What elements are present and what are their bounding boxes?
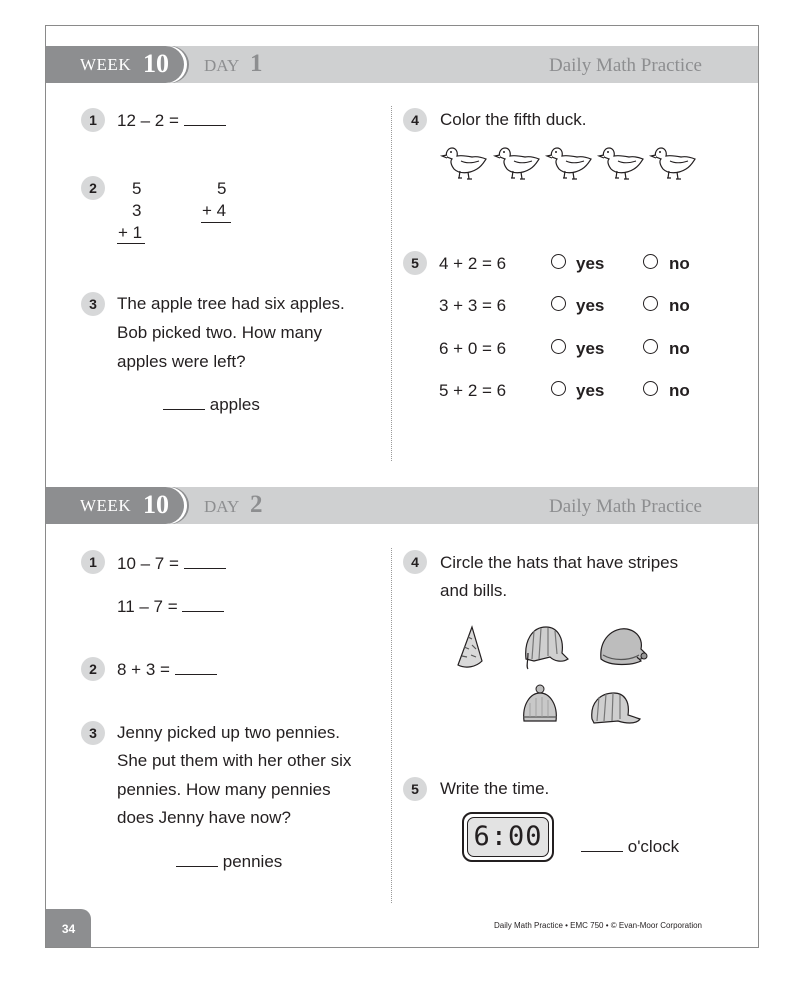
equation: 12 – 2 = xyxy=(117,111,179,130)
answer-blank[interactable] xyxy=(175,659,217,675)
word-problem-line: She put them with her other six xyxy=(117,751,352,770)
footer-credit: Daily Math Practice • EMC 750 • © Evan-Moor Corporation xyxy=(493,921,702,930)
question-5-text: Write the time. xyxy=(440,779,550,798)
worksheet-page xyxy=(45,25,759,948)
addend: 3 xyxy=(132,201,142,220)
sum-line xyxy=(117,243,145,244)
digital-clock xyxy=(462,812,554,862)
baseball-cap-drawing[interactable] xyxy=(592,693,640,723)
beanie-drawing[interactable] xyxy=(523,685,557,721)
yes-label: yes xyxy=(576,254,605,273)
answer-line xyxy=(163,394,260,415)
answer-line xyxy=(176,851,282,872)
word-problem-line: Jenny picked up two pennies. xyxy=(117,723,341,742)
equation: 8 + 3 = xyxy=(117,660,170,679)
question-2-text xyxy=(117,659,217,680)
day-number: 1 xyxy=(250,50,263,77)
section-title: Daily Math Practice xyxy=(548,496,702,517)
addend: + 4 xyxy=(202,201,227,220)
yes-radio[interactable] xyxy=(551,339,566,354)
column-divider xyxy=(391,548,392,903)
duck-drawing[interactable] xyxy=(651,148,695,179)
no-radio[interactable] xyxy=(643,339,658,354)
clock-display: 6:00 xyxy=(467,817,549,857)
no-label: no xyxy=(669,339,690,358)
word-problem-line: apples were left? xyxy=(117,352,246,371)
duck-drawing[interactable] xyxy=(547,148,591,179)
day2-header-banner xyxy=(46,487,758,524)
question-1-line xyxy=(117,553,226,574)
equation: 6 + 0 = 6 xyxy=(439,339,507,358)
section-title: Daily Math Practice xyxy=(548,55,702,76)
duck-drawing[interactable] xyxy=(599,148,643,179)
week-label: WEEK xyxy=(80,55,132,74)
word-problem-line: does Jenny have now? xyxy=(117,808,291,827)
day-label: DAY xyxy=(204,497,240,516)
question-number-3: 3 xyxy=(81,292,105,316)
no-radio[interactable] xyxy=(643,296,658,311)
equation: 5 + 2 = 6 xyxy=(439,381,507,400)
word-problem-line: pennies. How many pennies xyxy=(117,780,331,799)
striped-cap-drawing[interactable] xyxy=(526,627,568,669)
no-radio[interactable] xyxy=(643,381,658,396)
addend: + 1 xyxy=(118,223,143,242)
ducks-row xyxy=(441,141,701,183)
equation: 10 – 7 = xyxy=(117,554,179,573)
yes-radio[interactable] xyxy=(551,296,566,311)
question-number-2: 2 xyxy=(81,657,105,681)
word-problem-line: The apple tree had six apples. xyxy=(117,294,345,313)
question-1-text xyxy=(117,110,226,131)
question-number-2: 2 xyxy=(81,176,105,200)
addend: 5 xyxy=(132,179,142,198)
winter-hat-drawing[interactable] xyxy=(601,629,647,665)
answer-blank[interactable] xyxy=(184,110,226,126)
question-4-text: Color the fifth duck. xyxy=(440,110,587,129)
party-hat-drawing[interactable] xyxy=(458,627,482,667)
question-number-5: 5 xyxy=(403,251,427,275)
answer-unit: pennies xyxy=(222,852,283,871)
no-label: no xyxy=(669,381,690,400)
column-divider xyxy=(391,106,392,461)
no-label: no xyxy=(669,254,690,273)
question-number-4: 4 xyxy=(403,108,427,132)
question-number-1: 1 xyxy=(81,550,105,574)
yes-label: yes xyxy=(576,381,605,400)
week-number: 10 xyxy=(143,490,169,519)
question-number-4: 4 xyxy=(403,550,427,574)
equation: 4 + 2 = 6 xyxy=(439,254,507,273)
week-tab xyxy=(46,487,184,524)
yes-radio[interactable] xyxy=(551,254,566,269)
question-1-line xyxy=(117,596,224,617)
hats-picture xyxy=(454,621,654,736)
answer-blank[interactable] xyxy=(184,553,226,569)
no-label: no xyxy=(669,296,690,315)
week-number: 10 xyxy=(143,49,169,78)
answer-unit: apples xyxy=(209,395,260,414)
yes-label: yes xyxy=(576,339,605,358)
answer-line xyxy=(581,836,679,857)
equation: 3 + 3 = 6 xyxy=(439,296,507,315)
day-label: DAY xyxy=(204,56,240,75)
question-number-5: 5 xyxy=(403,777,427,801)
sum-line xyxy=(201,222,231,223)
question-4-line: and bills. xyxy=(440,581,508,600)
duck-drawing[interactable] xyxy=(442,148,486,179)
day1-header-banner xyxy=(46,46,758,83)
equation: 11 – 7 = xyxy=(117,597,178,616)
no-radio[interactable] xyxy=(643,254,658,269)
week-tab xyxy=(46,46,184,83)
word-problem-line: Bob picked two. How many xyxy=(117,323,323,342)
answer-blank[interactable] xyxy=(163,394,205,410)
answer-blank[interactable] xyxy=(176,851,218,867)
addend: 5 xyxy=(217,179,227,198)
yes-label: yes xyxy=(576,296,605,315)
duck-drawing[interactable] xyxy=(495,148,539,179)
yes-radio[interactable] xyxy=(551,381,566,396)
question-number-3: 3 xyxy=(81,721,105,745)
answer-blank[interactable] xyxy=(182,596,224,612)
day-number: 2 xyxy=(250,491,263,518)
question-number-1: 1 xyxy=(81,108,105,132)
question-4-line: Circle the hats that have stripes xyxy=(440,553,679,572)
page-number: 34 xyxy=(46,909,91,947)
answer-unit: o'clock xyxy=(627,837,680,856)
answer-blank[interactable] xyxy=(581,836,623,852)
week-label: WEEK xyxy=(80,496,132,515)
